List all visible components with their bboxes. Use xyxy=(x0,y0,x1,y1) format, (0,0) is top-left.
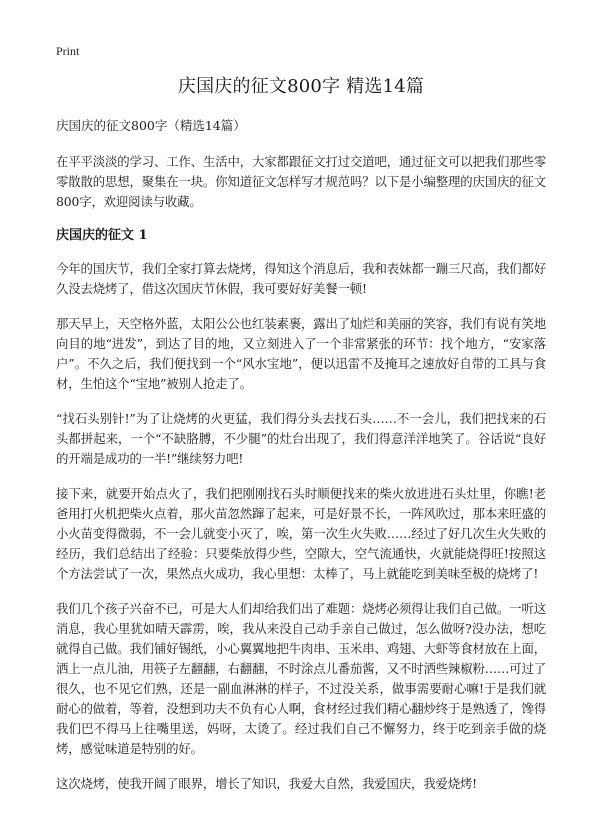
intro-paragraph: 在平平淡淡的学习、工作、生活中，大家都跟征文打过交道吧，通过征文可以把我们那些零零散散的思想，聚集在一块。你知道征文怎样写才规范吗？以下是小编整理的庆国庆的征文800字，欢迎阅读与收藏。 xyxy=(56,154,546,209)
body-paragraph-4: 接下来，就要开始点火了，我们把刚刚找石头时顺便找来的柴火放进进石头灶里，你瞧!老爸用打火机把柴火点着，那火苗忽然蹿了起来，可是好景不长，一阵风吹过，那本来旺盛的小火苗变得微弱，不一会儿就变小灭了，唉，第一次生火失败……经过了好几次生火失败的经历，我们总结出了经验：只要柴放得少些，空隙大，空气流通快，火就能烧得旺!按照这个方法尝试了一次，果然点火成功，我心里想：太棒了，马上就能吃到美味至极的烧烤了! xyxy=(56,486,546,581)
document-title: 庆国庆的征文800字 精选14篇 xyxy=(177,76,425,97)
body-paragraph-3: “找石头别针!”为了让烧烤的火更猛，我们得分头去找石头……不一会儿，我们把找来的石头都拼起来，一个“不缺胳膊，不少腿”的灶台出现了，我们得意洋洋地笑了。谷话说“良好的开端是成功的一半!”继续努力吧! xyxy=(56,411,546,466)
body-paragraph-1: 今年的国庆节，我们全家打算去烧烤，得知这个消息后，我和表妹都一蹦三尺高，我们都好久没去烧烤了，借这次国庆节休假，我可要好好美餐一顿! xyxy=(56,261,546,296)
print-link[interactable]: Print xyxy=(56,44,80,58)
body-paragraph-2: 那天早上，天空格外蓝，太阳公公也红装素裹，露出了灿烂和美丽的笑容，我们有说有笑地向目的地“进发”，到达了目的地，又立刻进入了一个非常紧张的环节：找个地方，“安家落户”。不久之后，我们便找到一个“风水宝地”，便以迅雷不及掩耳之速放好自带的工具与食材，生怕这个“宝地”被别人抢走了。 xyxy=(56,316,546,391)
body-paragraph-6: 这次烧烤，使我开阔了眼界，增长了知识，我爱大自然，我爱国庆，我爱烧烤! xyxy=(56,776,478,791)
section-heading: 庆国庆的征文 1 xyxy=(56,228,148,243)
body-paragraph-5: 我们几个孩子兴奋不已，可是大人们却给我们出了难题：烧烤必须得让我们自己做。一听这消息，我心里犹如晴天霹雳，唉，我从来没自己动手亲自己做过，怎么做呀?没办法，想吃就得自己做。我们铺好锡纸，小心翼翼地把牛肉串、玉米串、鸡翅、大虾等食材放在上面，洒上一点儿油，用筷子左翻翻，右翻翻，不时涂点儿番茄酱，又不时洒些辣椒粉……可过了很久，也不见它们熟，还是一副血淋淋的样子，不过没关系，做事需要耐心嘛!于是我们就耐心的做着，等着，没想到功夫不负有心人啊，食材经过我们精心翻炒终于是熟透了，馋得我们巴不得马上往嘴里送，妈呀，太烫了。经过我们自己不懈努力，终于吃到亲手做的烧烤，感觉味道是特别的好。 xyxy=(56,601,546,756)
document-subtitle: 庆国庆的征文800字（精选14篇） xyxy=(56,118,246,133)
